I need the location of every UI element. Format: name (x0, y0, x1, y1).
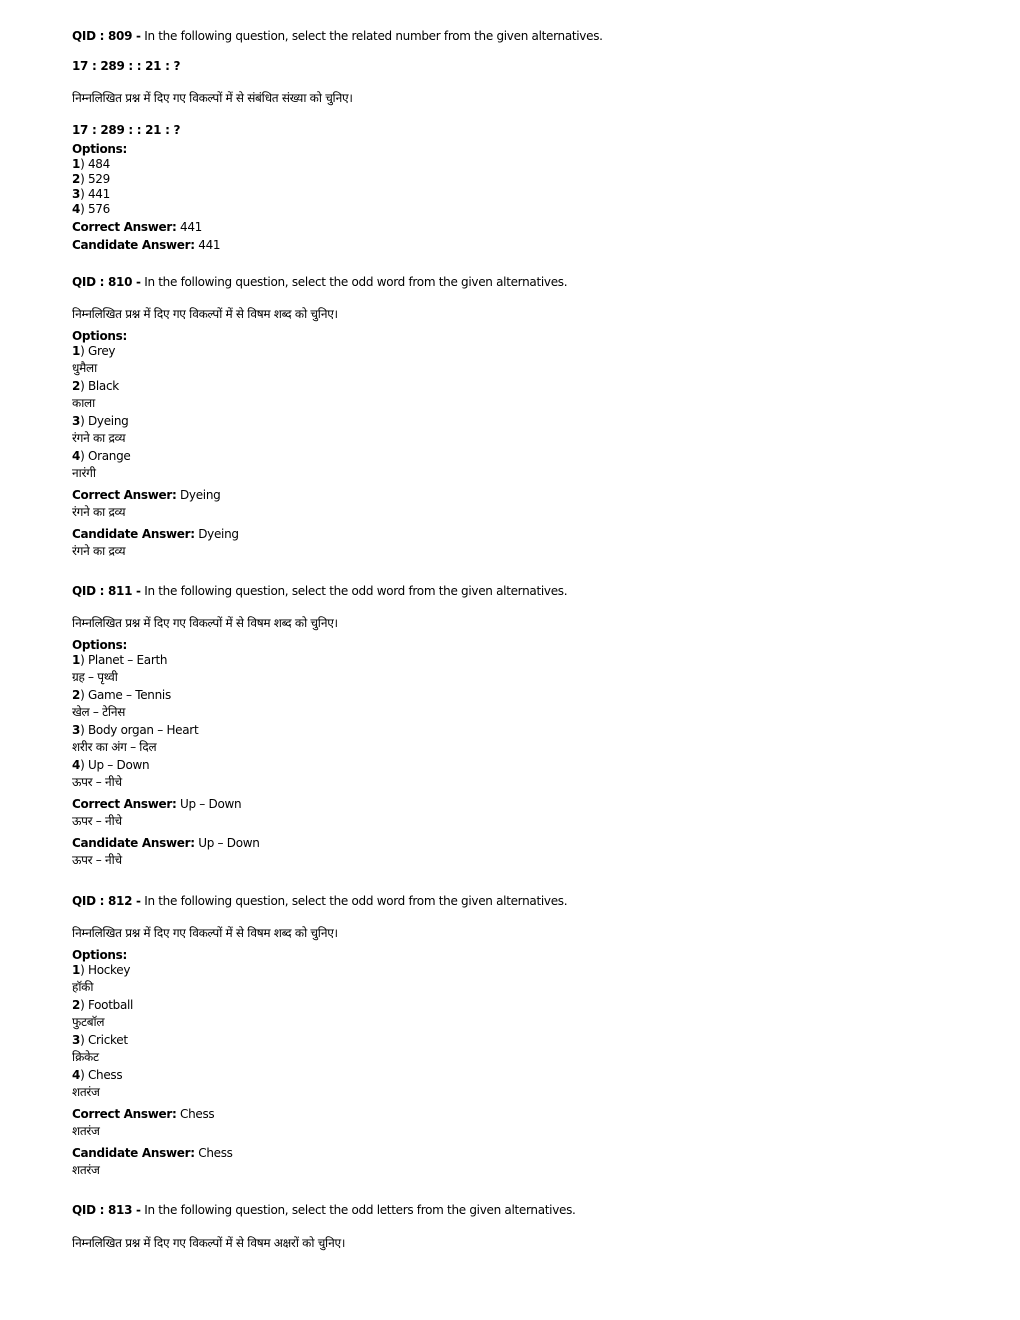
option-text-hi: ऊपर – नीचे (72, 775, 122, 789)
option-number: 2 (72, 379, 81, 393)
option-text-hi: काला (72, 396, 95, 410)
option-item: 1) Grey (72, 344, 116, 358)
question-header (72, 275, 567, 290)
option-number: 1 (72, 157, 81, 171)
option-number: 2 (72, 998, 81, 1012)
option-text-hi: शरीर का अंग – दिल (72, 740, 157, 754)
correct-answer (72, 220, 202, 235)
correct-answer-value: Up – Down (179, 797, 242, 811)
candidate-answer-label: Candidate Answer: (72, 1146, 195, 1160)
correct-answer-hi: रंगने का द्रव्य (72, 505, 126, 519)
candidate-answer-value: Chess (198, 1146, 233, 1160)
question-text-hi: निम्नलिखित प्रश्न में दिए गए विकल्पों में से विषम शब्द को चुनिए। (72, 616, 338, 630)
question-text-en: In the following question, select the odd word from the given alternatives. (144, 584, 568, 598)
option-number: 4 (72, 1068, 81, 1082)
correct-answer-value: Chess (179, 1107, 215, 1121)
option-item: 3) 441 (72, 187, 110, 201)
question-text-hi: निम्नलिखित प्रश्न में दिए गए विकल्पों में से विषम शब्द को चुनिए। (72, 926, 338, 940)
option-item: 4) Orange (72, 449, 131, 463)
correct-answer-hi: ऊपर – नीचे (72, 814, 122, 828)
option-number: 4 (72, 449, 81, 463)
option-number: 3 (72, 187, 81, 201)
option-text: 529 (87, 172, 110, 186)
option-item: 3) Body organ – Heart (72, 723, 199, 737)
correct-answer-label: Correct Answer: (72, 488, 177, 502)
question-header (72, 584, 567, 599)
option-item: 4) Chess (72, 1068, 123, 1082)
options-label: Options: (72, 638, 127, 652)
candidate-answer-hi: शतरंज (72, 1163, 100, 1177)
question-header (72, 1203, 576, 1218)
option-item: 2) Black (72, 379, 119, 393)
correct-answer (72, 1107, 214, 1122)
option-text: Body organ – Heart (87, 723, 199, 737)
option-text-hi: धुमैला (72, 361, 97, 375)
question-header (72, 29, 603, 44)
option-text: 576 (87, 202, 110, 216)
option-number: 4 (72, 758, 81, 772)
question-text-en: In the following question, select the odd word from the given alternatives. (144, 894, 568, 908)
option-text: Up – Down (87, 758, 150, 772)
option-number: 1 (72, 344, 81, 358)
option-item: 2) Football (72, 998, 134, 1012)
option-text-hi: खेल – टेनिस (72, 705, 126, 719)
candidate-answer-hi: रंगने का द्रव्य (72, 544, 126, 558)
candidate-answer-value: 441 (198, 238, 221, 252)
candidate-answer-label: Candidate Answer: (72, 238, 195, 252)
option-number: 1 (72, 963, 81, 977)
option-item: 1) Planet – Earth (72, 653, 168, 667)
correct-answer-label: Correct Answer: (72, 220, 177, 234)
option-number: 2 (72, 688, 81, 702)
option-text: 441 (87, 187, 110, 201)
option-item: 2) Game – Tennis (72, 688, 171, 702)
candidate-answer-value: Dyeing (198, 527, 239, 541)
question-text-hi: निम्नलिखित प्रश्न में दिए गए विकल्पों में से विषम शब्द को चुनिए। (72, 307, 338, 321)
option-item: 1) 484 (72, 157, 110, 171)
option-text-hi: क्रिकेट (72, 1050, 99, 1064)
option-item: 1) Hockey (72, 963, 131, 977)
option-number: 3 (72, 414, 81, 428)
qid-label: QID : 809 - (72, 29, 141, 43)
option-number: 3 (72, 1033, 81, 1047)
options-label: Options: (72, 142, 127, 156)
question-text-hi: निम्नलिखित प्रश्न में दिए गए विकल्पों में से संबंधित संख्या को चुनिए। (72, 91, 353, 105)
option-text: 484 (87, 157, 110, 171)
option-number: 2 (72, 172, 81, 186)
candidate-answer (72, 1146, 233, 1161)
option-text-hi: रंगने का द्रव्य (72, 431, 126, 445)
option-item: 4) 576 (72, 202, 110, 216)
question-text-en: In the following question, select the related number from the given alternatives. (144, 29, 603, 43)
qid-label: QID : 810 - (72, 275, 141, 289)
correct-answer-label: Correct Answer: (72, 1107, 177, 1121)
question-header (72, 894, 567, 909)
correct-answer-value: 441 (179, 220, 202, 234)
option-text-hi: शतरंज (72, 1085, 100, 1099)
qid-label: QID : 813 - (72, 1203, 141, 1217)
option-number: 4 (72, 202, 81, 216)
option-item: 3) Dyeing (72, 414, 129, 428)
qid-label: QID : 811 - (72, 584, 141, 598)
option-text: Hockey (87, 963, 131, 977)
option-text-hi: फुटबॉल (72, 1015, 105, 1029)
option-text-hi: ग्रह – पृथ्वी (72, 670, 118, 684)
question-text-hi: निम्नलिखित प्रश्न में दिए गए विकल्पों में से विषम अक्षरों को चुनिए। (72, 1236, 346, 1250)
option-text: Planet – Earth (87, 653, 168, 667)
option-text: Football (87, 998, 134, 1012)
candidate-answer (72, 238, 220, 253)
option-item: 3) Cricket (72, 1033, 128, 1047)
candidate-answer-value: Up – Down (198, 836, 260, 850)
option-item: 4) Up – Down (72, 758, 150, 772)
correct-answer (72, 797, 241, 812)
option-text: Grey (87, 344, 116, 358)
option-text: Chess (87, 1068, 123, 1082)
option-text: Game – Tennis (87, 688, 171, 702)
candidate-answer-hi: ऊपर – नीचे (72, 853, 122, 867)
option-number: 1 (72, 653, 81, 667)
correct-answer-label: Correct Answer: (72, 797, 177, 811)
candidate-answer (72, 836, 260, 851)
candidate-answer (72, 527, 239, 542)
option-text-hi: हॉकी (72, 980, 94, 994)
options-label: Options: (72, 329, 127, 343)
question-text-en: In the following question, select the odd word from the given alternatives. (144, 275, 568, 289)
option-text: Dyeing (87, 414, 129, 428)
correct-answer-hi: शतरंज (72, 1124, 100, 1138)
option-text: Cricket (87, 1033, 128, 1047)
option-number: 3 (72, 723, 81, 737)
option-text: Black (87, 379, 119, 393)
option-item: 2) 529 (72, 172, 110, 186)
option-text-hi: नारंगी (72, 466, 96, 480)
correct-answer (72, 488, 220, 503)
number-series: 17 : 289 : : 21 : ? (72, 59, 181, 73)
question-text-en: In the following question, select the odd letters from the given alternatives. (144, 1203, 576, 1217)
options-label: Options: (72, 948, 127, 962)
qid-label: QID : 812 - (72, 894, 141, 908)
correct-answer-value: Dyeing (179, 488, 221, 502)
number-series: 17 : 289 : : 21 : ? (72, 123, 181, 137)
option-text: Orange (87, 449, 131, 463)
candidate-answer-label: Candidate Answer: (72, 836, 195, 850)
candidate-answer-label: Candidate Answer: (72, 527, 195, 541)
